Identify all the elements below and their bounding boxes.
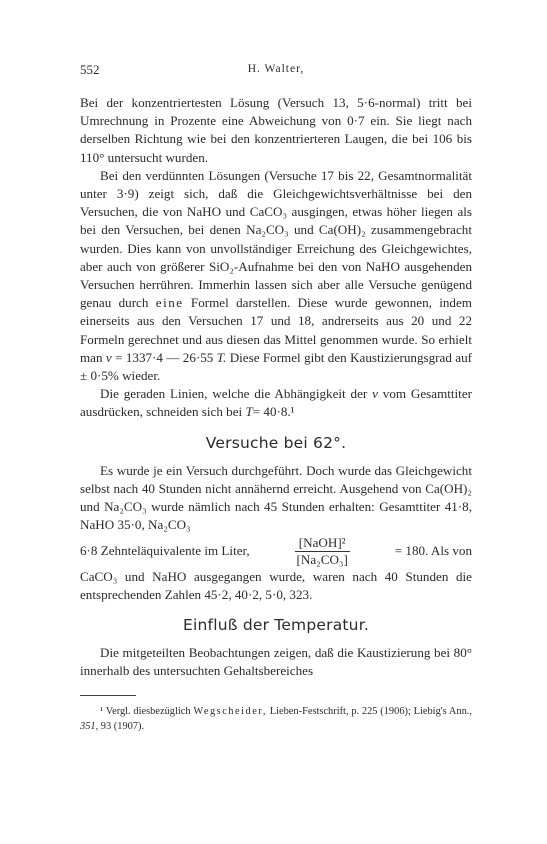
- formula-right-text: = 180. Als von: [394, 543, 472, 559]
- footnote-volume: 351,: [80, 720, 99, 732]
- footnote-marker: ¹: [100, 705, 104, 717]
- emphasis-spaced: eine: [155, 295, 184, 311]
- variable-T: T: [245, 404, 253, 420]
- formula-line: [80, 535, 472, 568]
- equilibrium-fraction: [293, 535, 352, 568]
- body-text: [80, 94, 472, 734]
- paragraph-5: Die mitgeteilten Beobachtungen zeigen, daß die Kaustizierung bei 80° innerhalb des untersuchten Gehaltsbereiches: [80, 645, 472, 679]
- paragraph-1: Bei der konzentriertesten Lösung (Versuch 13, 5·6-normal) tritt bei Umrechnung in Prozente eine Abweichung von 0·7 ein. Sie liegt nach derselben Richtung wie bei den konzentrierteren Laugen, die bei 106 bis 110° untersucht wurden.: [80, 95, 472, 165]
- variable-v: v: [105, 349, 112, 365]
- running-head: H. Walter,: [247, 63, 305, 75]
- paragraph-4-end: CaCO₃ und NaHO ausgegangen wurde, waren nach 40 Stunden die entsprechenden Zahlen 45·2, 40·2, 5·0, 323.: [80, 568, 472, 602]
- fraction-numerator: [NaOH]²: [295, 535, 350, 552]
- footnote-author: Wegscheider,: [193, 705, 267, 717]
- section-heading-62: Versuche bei 62°.: [205, 433, 347, 452]
- section-heading-temperature: Einfluß der Temperatur.: [183, 616, 369, 635]
- footnote: ¹ Vergl. diesbezüglich Wegscheider, Lieben-Festschrift, p. 225 (1906); Liebig's Ann., 351, 93 (1907).: [80, 705, 472, 732]
- fraction-denominator: [Na₂CO₃]: [296, 551, 348, 567]
- variable-v: v: [372, 386, 378, 402]
- variable-T: T.: [216, 349, 227, 365]
- page: [80, 62, 472, 734]
- page-number: 552: [80, 62, 100, 77]
- paragraph-4: Es wurde je ein Versuch durchgeführt. Doch wurde das Gleichgewicht selbst nach 40 Stunden nicht annähernd erreicht. Ausgehend von Ca(OH)₂ und Na₂CO₃ wurde nämlich nach 45 Stunden erhalten: Gesamttiter 41·8, NaHO 35·0, Na₂CO₃: [80, 462, 472, 533]
- formula-left-text: 6·8 Zehnteläquivalente im Liter,: [80, 543, 250, 559]
- footnote-divider: [80, 695, 136, 696]
- paragraph-3: Die geraden Linien, welche die Abhängigkeit der v vom Gesamttiter ausdrücken, schneiden sich bei T= 40·8.¹: [80, 386, 472, 420]
- page-header: [80, 62, 472, 80]
- paragraph-2: Bei den verdünnten Lösungen (Versuche 17 bis 22, Gesamtnormalität unter 3·9) zeigt sich, daß die Gleichgewichtsverhältnisse bei den Versuchen, die von NaHO und CaCO₃ ausgingen, etwas höher liegen als bei den Versuchen, bei denen Na₂CO₃ und Ca(OH)₂ zusammengebracht wurden. Dies kann von unvollständiger Erreichung des Gleichgewichtes, aber auch von größerer SiO₂-Aufnahme bei den von NaHO ausgehenden Versuchen herrühren. Immerhin lassen sich aber alle Versuche genügend genau durch eine Formel darstellen. Diese wurde gewonnen, indem einerseits aus den Versuchen 17 und 18, andrerseits aus 20 und 22 Formeln gerechnet und aus diesen das Mittel genommen wurde. So erhielt man v = 1337·4 — 26·55 T. Diese Formel gibt den Kaustizierungsgrad auf ± 0·5% wieder.: [80, 167, 472, 384]
